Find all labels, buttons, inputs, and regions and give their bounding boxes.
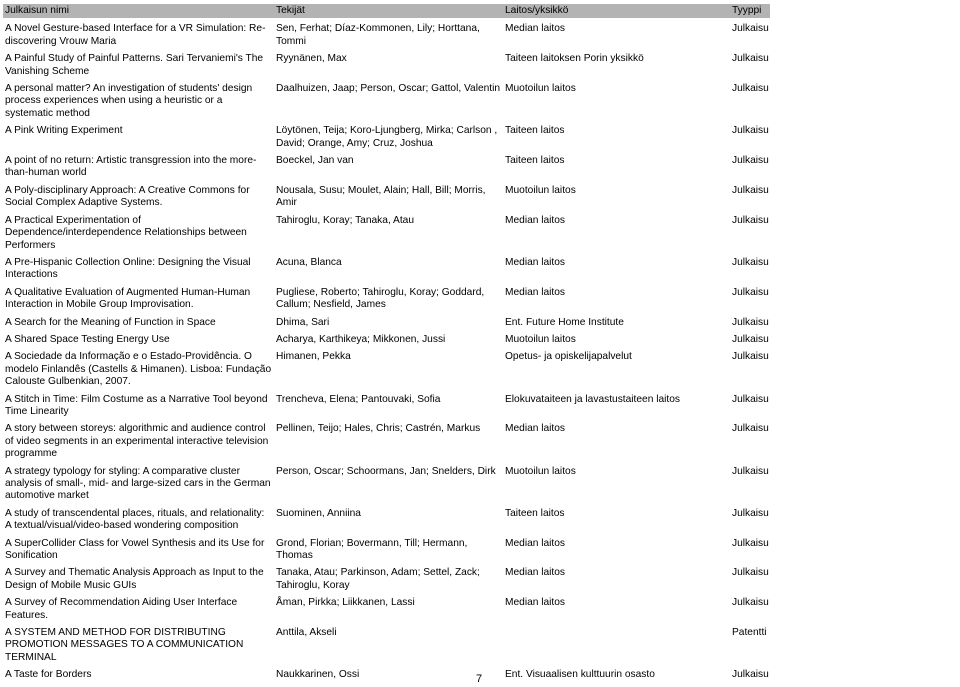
- cell-type: Julkaisu: [732, 465, 769, 477]
- cell-authors: Pugliese, Roberto; Tahiroglu, Koray; Goddard, Callum; Nesfield, James: [276, 286, 485, 311]
- cell-authors: Boeckel, Jan van: [276, 155, 354, 167]
- cell-type: Julkaisu: [732, 567, 769, 579]
- cell-type: Julkaisu: [732, 351, 769, 363]
- cell-unit: Muotoilun laitos: [505, 333, 576, 345]
- cell-type: Patentti: [732, 627, 767, 639]
- cell-title: A strategy typology for styling: A comparative cluster analysis of small-, mid- and large-sized cars in the German automotive market: [5, 465, 271, 502]
- cell-authors: Ryynänen, Max: [276, 53, 347, 65]
- table-row: [3, 155, 770, 185]
- cell-unit: Median laitos: [505, 567, 566, 579]
- cell-type: Julkaisu: [732, 83, 769, 95]
- cell-type: Julkaisu: [732, 256, 769, 268]
- cell-type: Julkaisu: [732, 155, 769, 167]
- cell-title: A Painful Study of Painful Patterns. Sari Tervaniemi's The Vanishing Scheme: [5, 53, 264, 77]
- cell-title: A Survey of Recommendation Aiding User Interface Features.: [5, 597, 238, 621]
- cell-type: Julkaisu: [732, 125, 769, 137]
- cell-title: A Practical Experimentation of Dependence/interdependence Relationships between Performers: [5, 214, 247, 251]
- cell-unit: Median laitos: [505, 23, 566, 35]
- cell-type: Julkaisu: [732, 507, 769, 519]
- cell-authors: Acharya, Karthikeya; Mikkonen, Jussi: [276, 333, 446, 345]
- publications-table: [3, 4, 770, 687]
- table-row: [3, 18, 770, 53]
- cell-authors: Grond, Florian; Bovermann, Till; Hermann, Thomas: [276, 537, 468, 562]
- cell-type: Julkaisu: [732, 333, 769, 345]
- table-row: [3, 351, 770, 393]
- cell-unit: Median laitos: [505, 214, 566, 226]
- cell-title: A point of no return: Artistic transgression into the more-than-human world: [5, 155, 257, 179]
- cell-unit: [503, 627, 730, 669]
- table-row: [3, 53, 770, 83]
- table-row: [3, 394, 770, 424]
- table-row: [3, 597, 770, 627]
- cell-authors: Suominen, Anniina: [276, 507, 361, 519]
- cell-authors: Dhima, Sari: [276, 316, 330, 328]
- header-title: Julkaisun nimi: [3, 4, 274, 18]
- cell-type: Julkaisu: [732, 669, 769, 681]
- cell-unit: Muotoilun laitos: [505, 465, 576, 477]
- cell-type: Julkaisu: [732, 286, 769, 298]
- cell-authors: Naukkarinen, Ossi: [276, 669, 360, 681]
- cell-authors: Anttila, Akseli: [276, 627, 337, 639]
- cell-authors: Person, Oscar; Schoormans, Jan; Snelders, Dirk: [276, 465, 496, 477]
- cell-title: A Sociedade da Informação e o Estado-Providência. O modelo Finlandês (Castells & Himanen). Lisboa: Fundação Calouste Gulbenkian, 2007.: [5, 351, 272, 388]
- cell-title: A Qualitative Evaluation of Augmented Human-Human Interaction in Mobile Group Improvisation.: [5, 286, 251, 311]
- table-row: [3, 538, 770, 568]
- cell-authors: Himanen, Pekka: [276, 351, 351, 363]
- table-row: [3, 215, 770, 257]
- table-row: [3, 567, 770, 597]
- cell-unit: Median laitos: [505, 537, 566, 549]
- cell-type: Julkaisu: [732, 537, 769, 549]
- table-row: [3, 287, 770, 317]
- header-unit: Laitos/yksikkö: [503, 4, 730, 18]
- cell-unit: Median laitos: [505, 256, 566, 268]
- cell-unit: Taiteen laitos: [505, 125, 565, 137]
- cell-title: A story between storeys: algorithmic and audience control of video segments in an experimental interactive television programme: [5, 423, 269, 460]
- cell-title: A Shared Space Testing Energy Use: [5, 333, 170, 345]
- cell-authors: Trencheva, Elena; Pantouvaki, Sofia: [276, 393, 441, 405]
- cell-title: A Pink Writing Experiment: [5, 125, 123, 137]
- cell-type: Julkaisu: [732, 393, 769, 405]
- cell-title: A SYSTEM AND METHOD FOR DISTRIBUTING PROMOTION MESSAGES TO A COMMUNICATION TERMINAL: [5, 627, 244, 663]
- table-row: [3, 125, 770, 155]
- cell-title: A Pre-Hispanic Collection Online: Designing the Visual Interactions: [5, 256, 251, 281]
- table-row: [3, 334, 770, 351]
- table-row: [3, 508, 770, 538]
- cell-authors: Åman, Pirkka; Liikkanen, Lassi: [276, 597, 415, 609]
- cell-type: Julkaisu: [732, 423, 769, 435]
- cell-title: A Survey and Thematic Analysis Approach as Input to the Design of Mobile Music GUIs: [5, 567, 264, 591]
- cell-unit: Ent. Future Home Institute: [505, 316, 624, 328]
- cell-title: A Search for the Meaning of Function in Space: [5, 316, 216, 328]
- cell-title: A Novel Gesture-based Interface for a VR Simulation: Re-discovering Vrouw Maria: [5, 23, 266, 47]
- table-header-row: [3, 4, 770, 18]
- cell-authors: Tanaka, Atau; Parkinson, Adam; Settel, Zack; Tahiroglu, Koray: [276, 567, 480, 591]
- cell-authors: Pellinen, Teijo; Hales, Chris; Castrén, Markus: [276, 423, 481, 435]
- cell-title: A Stitch in Time: Film Costume as a Narrative Tool beyond Time Linearity: [5, 393, 268, 417]
- cell-authors: Acuna, Blanca: [276, 256, 342, 268]
- table-row: [3, 466, 770, 508]
- cell-authors: Tahiroglu, Koray; Tanaka, Atau: [276, 214, 414, 226]
- page-number: 7: [476, 673, 483, 685]
- cell-authors: Löytönen, Teija; Koro-Ljungberg, Mirka; Carlson , David; Orange, Amy; Cruz, Joshua: [276, 125, 498, 149]
- cell-unit: Muotoilun laitos: [505, 83, 576, 95]
- cell-unit: Taiteen laitoksen Porin yksikkö: [505, 53, 644, 65]
- cell-unit: Median laitos: [505, 286, 566, 298]
- cell-title: A Poly-disciplinary Approach: A Creative Commons for Social Complex Adaptive Systems.: [5, 184, 250, 209]
- table-body: [3, 18, 770, 686]
- cell-title: A personal matter? An investigation of students' design process experiences when using a heuristic or a systematic method: [5, 83, 253, 119]
- cell-unit: Taiteen laitos: [505, 155, 565, 167]
- cell-unit: Opetus- ja opiskelijapalvelut: [505, 351, 632, 363]
- table-row: [3, 669, 770, 686]
- cell-unit: Elokuvataiteen ja lavastustaiteen laitos: [505, 393, 680, 405]
- cell-type: Julkaisu: [732, 597, 769, 609]
- cell-authors: Sen, Ferhat; Díaz-Kommonen, Lily; Horttana, Tommi: [276, 23, 480, 47]
- table-row: [3, 423, 770, 465]
- cell-type: Julkaisu: [732, 23, 769, 35]
- cell-title: A SuperCollider Class for Vowel Synthesis and its Use for Sonification: [5, 537, 265, 562]
- cell-title: A Taste for Borders: [5, 669, 92, 681]
- cell-unit: Muotoilun laitos: [505, 184, 576, 196]
- cell-authors: Nousala, Susu; Moulet, Alain; Hall, Bill; Morris, Amir: [276, 184, 486, 209]
- table-row: [3, 317, 770, 334]
- cell-unit: Median laitos: [505, 597, 566, 609]
- cell-type: Julkaisu: [732, 316, 769, 328]
- table-row: [3, 627, 770, 669]
- cell-unit: Taiteen laitos: [505, 507, 565, 519]
- cell-unit: Median laitos: [505, 423, 566, 435]
- cell-type: Julkaisu: [732, 214, 769, 226]
- cell-title: A study of transcendental places, rituals, and relationality: A textual/visual/video-based wondering composition: [5, 507, 265, 532]
- table-row: [3, 257, 770, 287]
- table-row: [3, 185, 770, 215]
- table-row: [3, 83, 770, 125]
- cell-type: Julkaisu: [732, 53, 769, 65]
- cell-unit: Ent. Visuaalisen kulttuurin osasto: [505, 669, 655, 681]
- cell-authors: Daalhuizen, Jaap; Person, Oscar; Gattol, Valentin: [276, 83, 501, 95]
- header-type: Tyyppi: [730, 4, 770, 18]
- header-authors: Tekijät: [274, 4, 503, 18]
- cell-type: Julkaisu: [732, 184, 769, 196]
